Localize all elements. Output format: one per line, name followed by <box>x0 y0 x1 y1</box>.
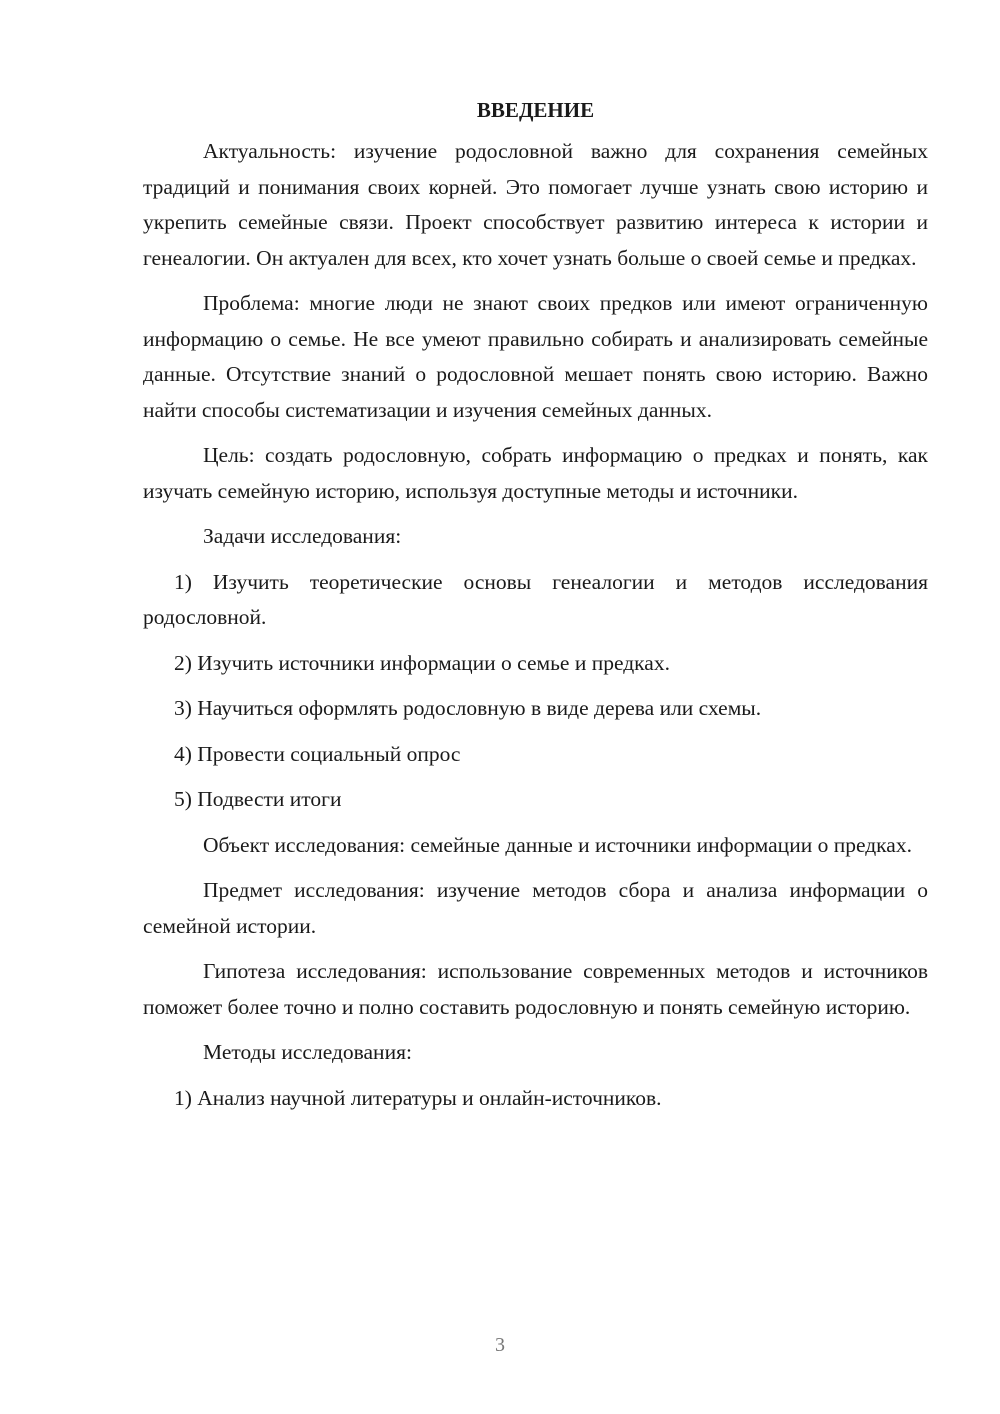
methods-heading: Методы исследования: <box>203 1040 412 1064</box>
method-item: 1) Анализ научной литературы и онлайн-источников. <box>174 1085 662 1110</box>
page-number: 3 <box>495 1334 505 1356</box>
page-title: ВВЕДЕНИЕ <box>476 98 595 122</box>
task-item: 2) Изучить источники информации о семье и предках. <box>174 650 670 675</box>
task-item: 4) Провести социальный опрос <box>174 741 461 766</box>
task-item: 5) Подвести итоги <box>174 787 342 811</box>
document-page <box>143 92 928 1126</box>
object-paragraph: Объект исследования: семейные данные и источники информации о предках. <box>203 832 912 857</box>
hypothesis-paragraph: Гипотеза исследования: использование современных методов и источников поможет более точно и полно составить родословную и понять семейную историю. <box>143 959 928 1019</box>
subject-paragraph: Предмет исследования: изучение методов сбора и анализа информации о семейной истории. <box>143 878 928 938</box>
goal-paragraph: Цель: создать родословную, собрать информацию о предках и понять, как изучать семейную историю, используя доступные методы и источники. <box>143 443 928 503</box>
problem-paragraph: Проблема: многие люди не знают своих предков или имеют ограниченную информацию о семье. Не все умеют правильно собирать и анализировать семейные данные. Отсутствие знаний о родословной мешает понять свою историю. Важно найти способы систематизации и изучения семейных данных. <box>143 291 928 422</box>
task-item: 3) Научиться оформлять родословную в виде дерева или схемы. <box>174 696 762 720</box>
tasks-heading: Задачи исследования: <box>203 524 402 548</box>
task-item: 1) Изучить теоретические основы генеалогии и методов исследования родословной. <box>143 569 928 629</box>
relevance-paragraph: Актуальность: изучение родословной важно для сохранения семейных традиций и понимания своих корней. Это помогает лучше узнать свою историю и укрепить семейные связи. Проект способствует развитию интереса к истории и генеалогии. Он актуален для всех, кто хочет узнать больше о своей семье и предках. <box>143 139 928 270</box>
